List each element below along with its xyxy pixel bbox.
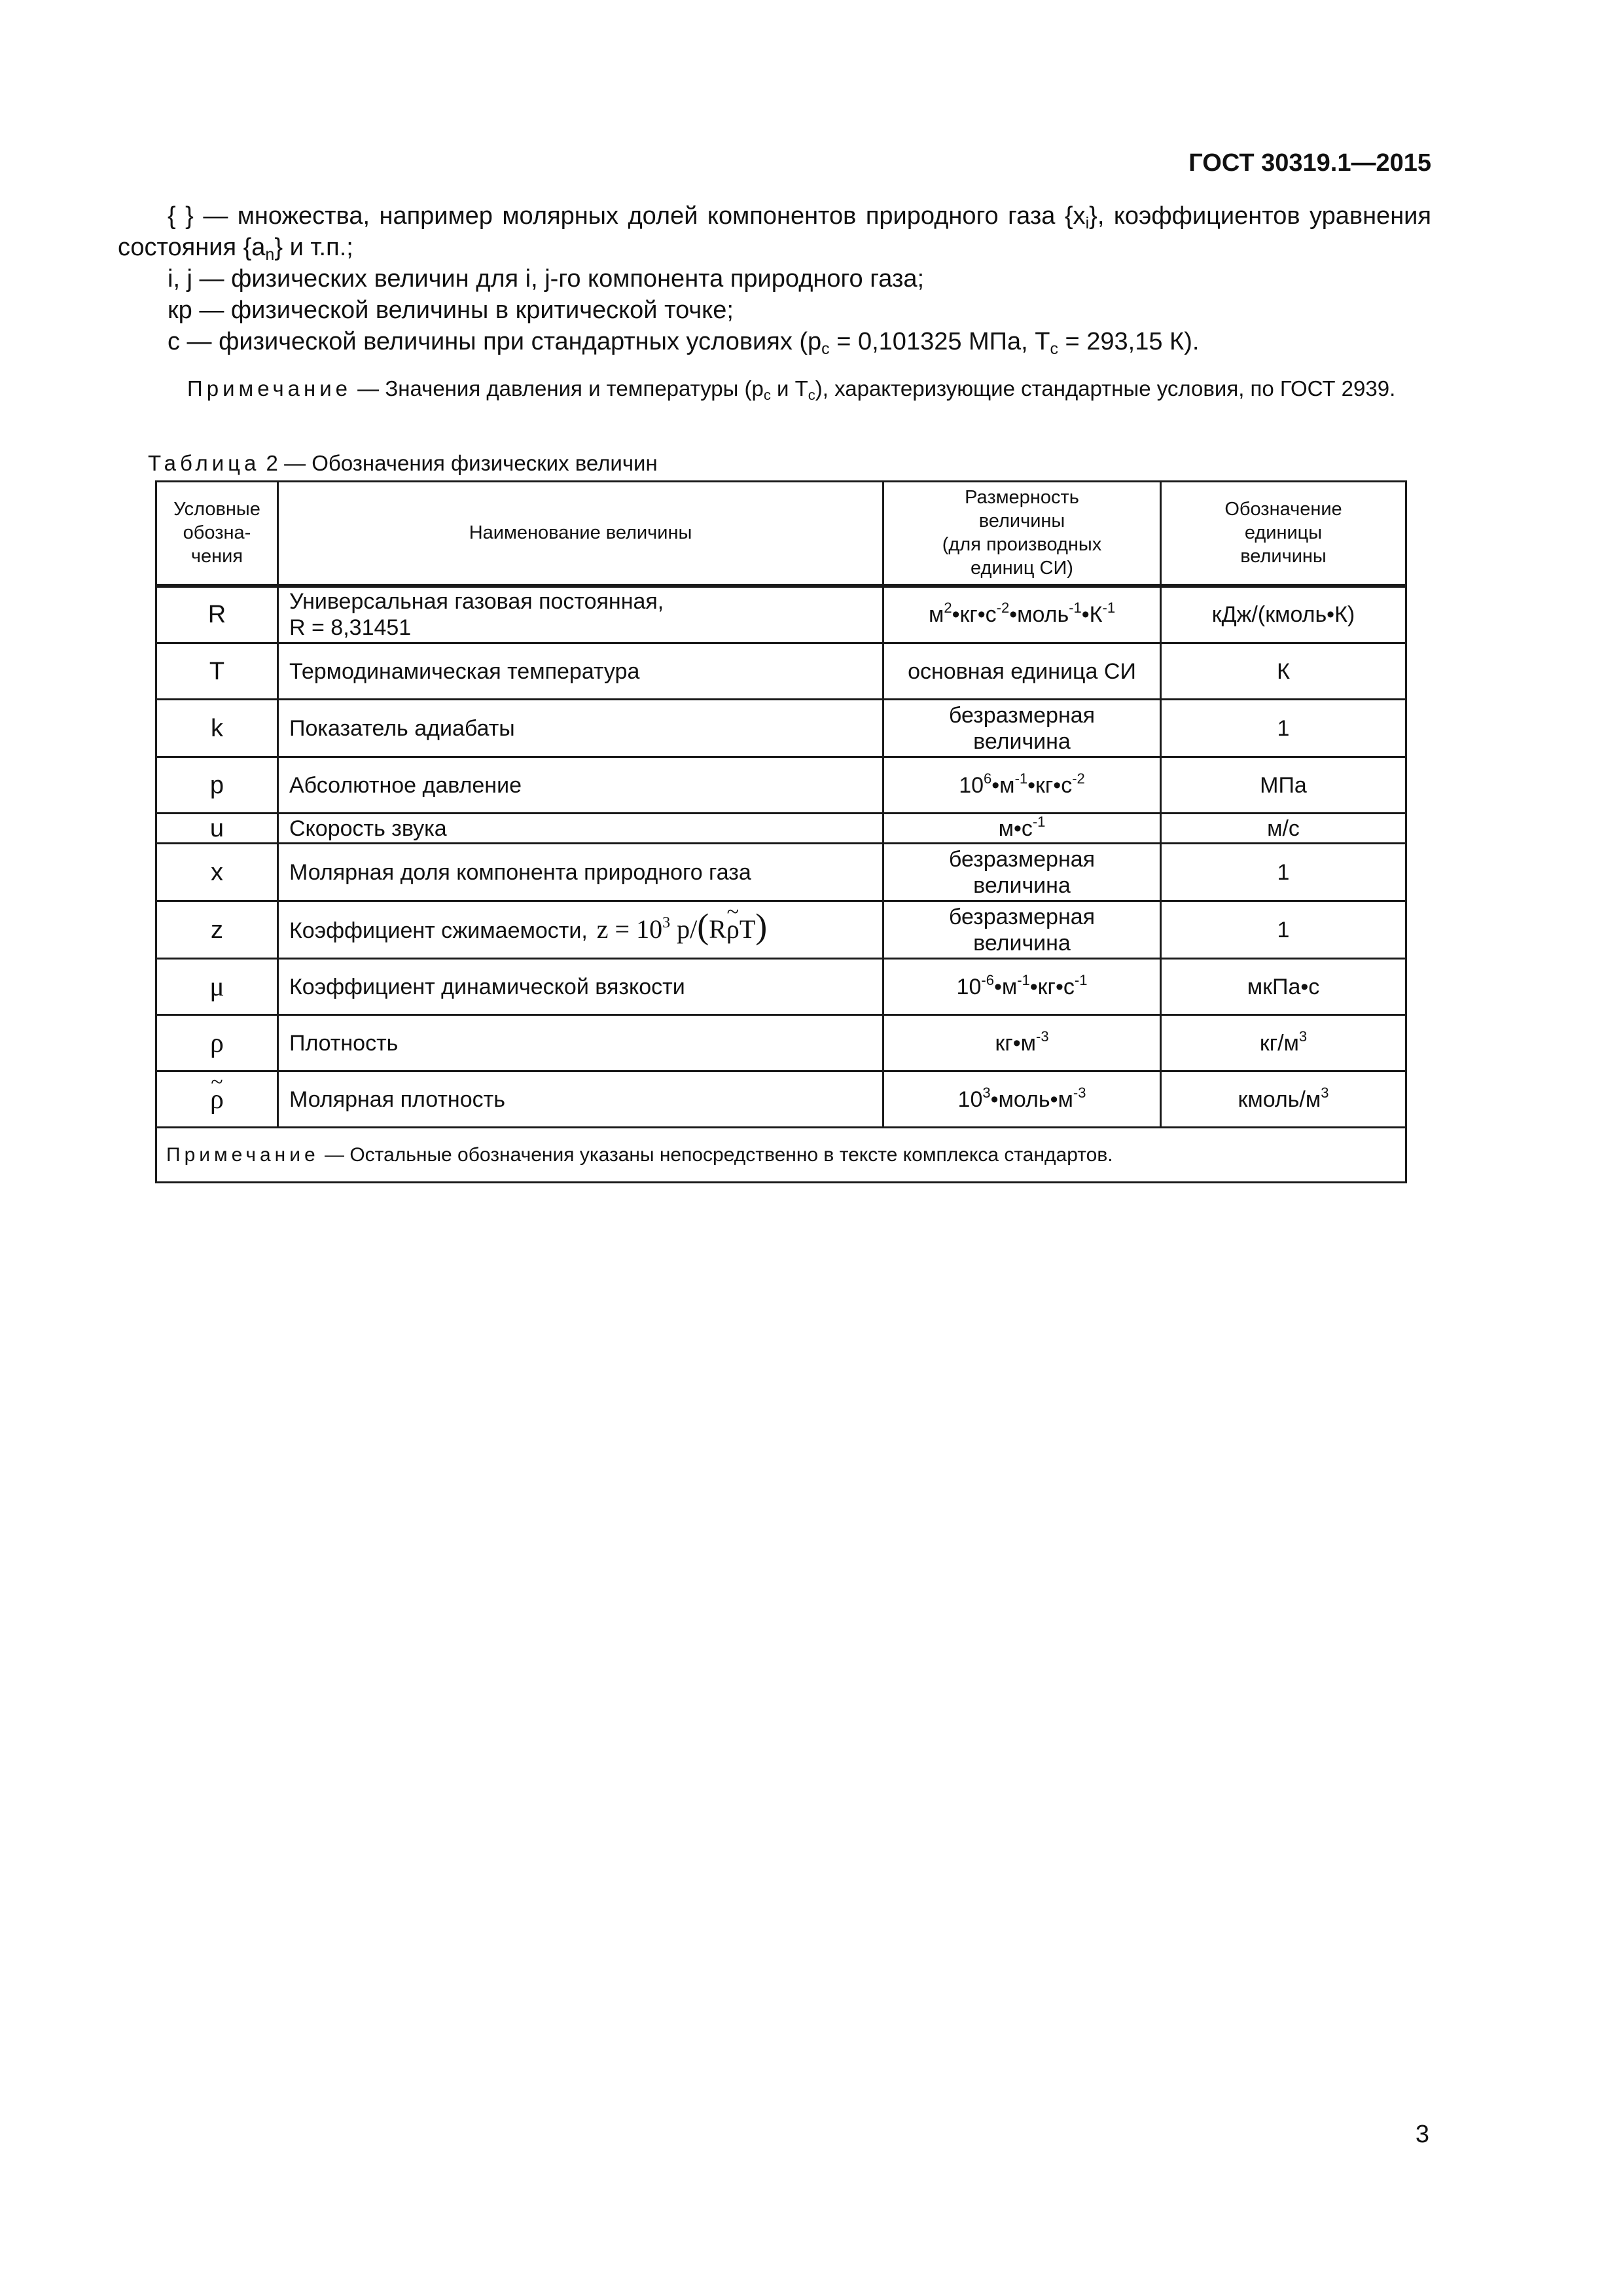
name-cell: Скорость звука — [278, 814, 883, 844]
symbol-cell: k — [156, 700, 278, 757]
definitions-list — [118, 200, 1431, 357]
dimension-cell: $кг•м^{-3}$ — [883, 1015, 1161, 1071]
symbol-cell: x — [156, 844, 278, 901]
unit-cell: 1 — [1161, 844, 1406, 901]
physical-quantities-table — [155, 480, 1407, 1183]
dimension-cell: безразмерная величина — [883, 844, 1161, 901]
name-cell: Коэффициент сжимаемости, $z = 10^3$ p/(R~ ρT) — [278, 901, 883, 959]
name-cell: Термодинамическая температура — [278, 643, 883, 700]
table-row — [156, 901, 1406, 959]
dimension-cell: $м^2•кг•с^{-2}•моль^{-1}•К^{-1}$ — [883, 586, 1161, 643]
table-row — [156, 1015, 1406, 1071]
name-cell: Плотность — [278, 1015, 883, 1071]
symbol-cell: T — [156, 643, 278, 700]
dimension-cell: безразмерная величина — [883, 901, 1161, 959]
definition-sets: { } — множества, например молярных долей компонентов природного газа $\{x_i\}$, коэффициентов уравнения состояния $\{a_n\}$ и т.п.; — [118, 202, 1431, 264]
dimension-cell: основная единица СИ — [883, 643, 1161, 700]
table-row — [156, 757, 1406, 814]
unit-cell: кДж/(кмоль•К) — [1161, 586, 1406, 643]
unit-cell: 1 — [1161, 700, 1406, 757]
unit-cell: м/с — [1161, 814, 1406, 844]
standard-conditions-note: Примечание — Значения давления и температуры ($p_c$ и $T_c$), характеризующие стандартные условия, по ГОСТ 2939. — [187, 376, 1396, 403]
dimension-cell: $10^{-6}•м^{-1}•кг•с^{-1}$ — [883, 959, 1161, 1015]
name-cell: Абсолютное давление — [278, 757, 883, 814]
unit-cell: $кг/м^3$ — [1161, 1015, 1406, 1071]
symbol-cell: z — [156, 901, 278, 959]
unit-cell: кмоль/$м^3$ — [1161, 1071, 1406, 1128]
table-row — [156, 1071, 1406, 1128]
table-row — [156, 586, 1406, 643]
note-label: Примечание — [187, 376, 352, 401]
symbol-cell: ~ ρ — [156, 1071, 278, 1128]
header-unit: Обозначение единицы величины — [1161, 482, 1406, 586]
definition-critical: кр — физической величины в критической точке; — [168, 296, 734, 324]
compressibility-formula: $z = 10^3$ p/(R~ ρT) — [597, 914, 768, 944]
dimension-cell: безразмерная величина — [883, 700, 1161, 757]
table-row — [156, 643, 1406, 700]
name-cell: Показатель адиабаты — [278, 700, 883, 757]
dimension-cell: $10^6•м^{-1}•кг•с^{-2}$ — [883, 757, 1161, 814]
dimension-cell: $м•с^{-1}$ — [883, 814, 1161, 844]
table-footer-note: Примечание — Остальные обозначения указаны непосредственно в тексте комплекса стандартов. — [156, 1128, 1406, 1183]
unit-cell: К — [1161, 643, 1406, 700]
name-cell: Коэффициент динамической вязкости — [278, 959, 883, 1015]
definition-components: i, j — физических величин для i, j-го компонента природного газа; — [168, 265, 925, 293]
document-header: ГОСТ 30319.1—2015 — [1188, 149, 1431, 177]
table-header-row — [156, 482, 1406, 586]
header-name: Наименование величины — [278, 482, 883, 586]
name-cell: Молярная плотность — [278, 1071, 883, 1128]
table-row — [156, 814, 1406, 844]
symbol-cell: u — [156, 814, 278, 844]
table-caption: Таблица 2 — Обозначения физических величин — [148, 451, 658, 475]
symbol-cell: p — [156, 757, 278, 814]
unit-cell: мкПа•с — [1161, 959, 1406, 1015]
symbol-cell: ρ — [156, 1015, 278, 1071]
unit-cell: 1 — [1161, 901, 1406, 959]
unit-cell: МПа — [1161, 757, 1406, 814]
definition-standard: c — физической величины при стандартных условиях ($p_c = 0,101325$ МПа, $T_c = 293,15$ К). — [168, 328, 1200, 358]
header-symbol: Условные обозна- чения — [156, 482, 278, 586]
symbol-cell: μ — [156, 959, 278, 1015]
table-row — [156, 844, 1406, 901]
name-cell: Универсальная газовая постоянная, R = 8,31451 — [278, 586, 883, 643]
symbol-cell: R — [156, 586, 278, 643]
table-row — [156, 700, 1406, 757]
header-dimension: Размерность величины (для производных единиц СИ) — [883, 482, 1161, 586]
table-row — [156, 959, 1406, 1015]
table-footer-row — [156, 1128, 1406, 1183]
name-cell: Молярная доля компонента природного газа — [278, 844, 883, 901]
page-number: 3 — [1415, 2121, 1429, 2148]
dimension-cell: $10^3•моль•м^{-3}$ — [883, 1071, 1161, 1128]
